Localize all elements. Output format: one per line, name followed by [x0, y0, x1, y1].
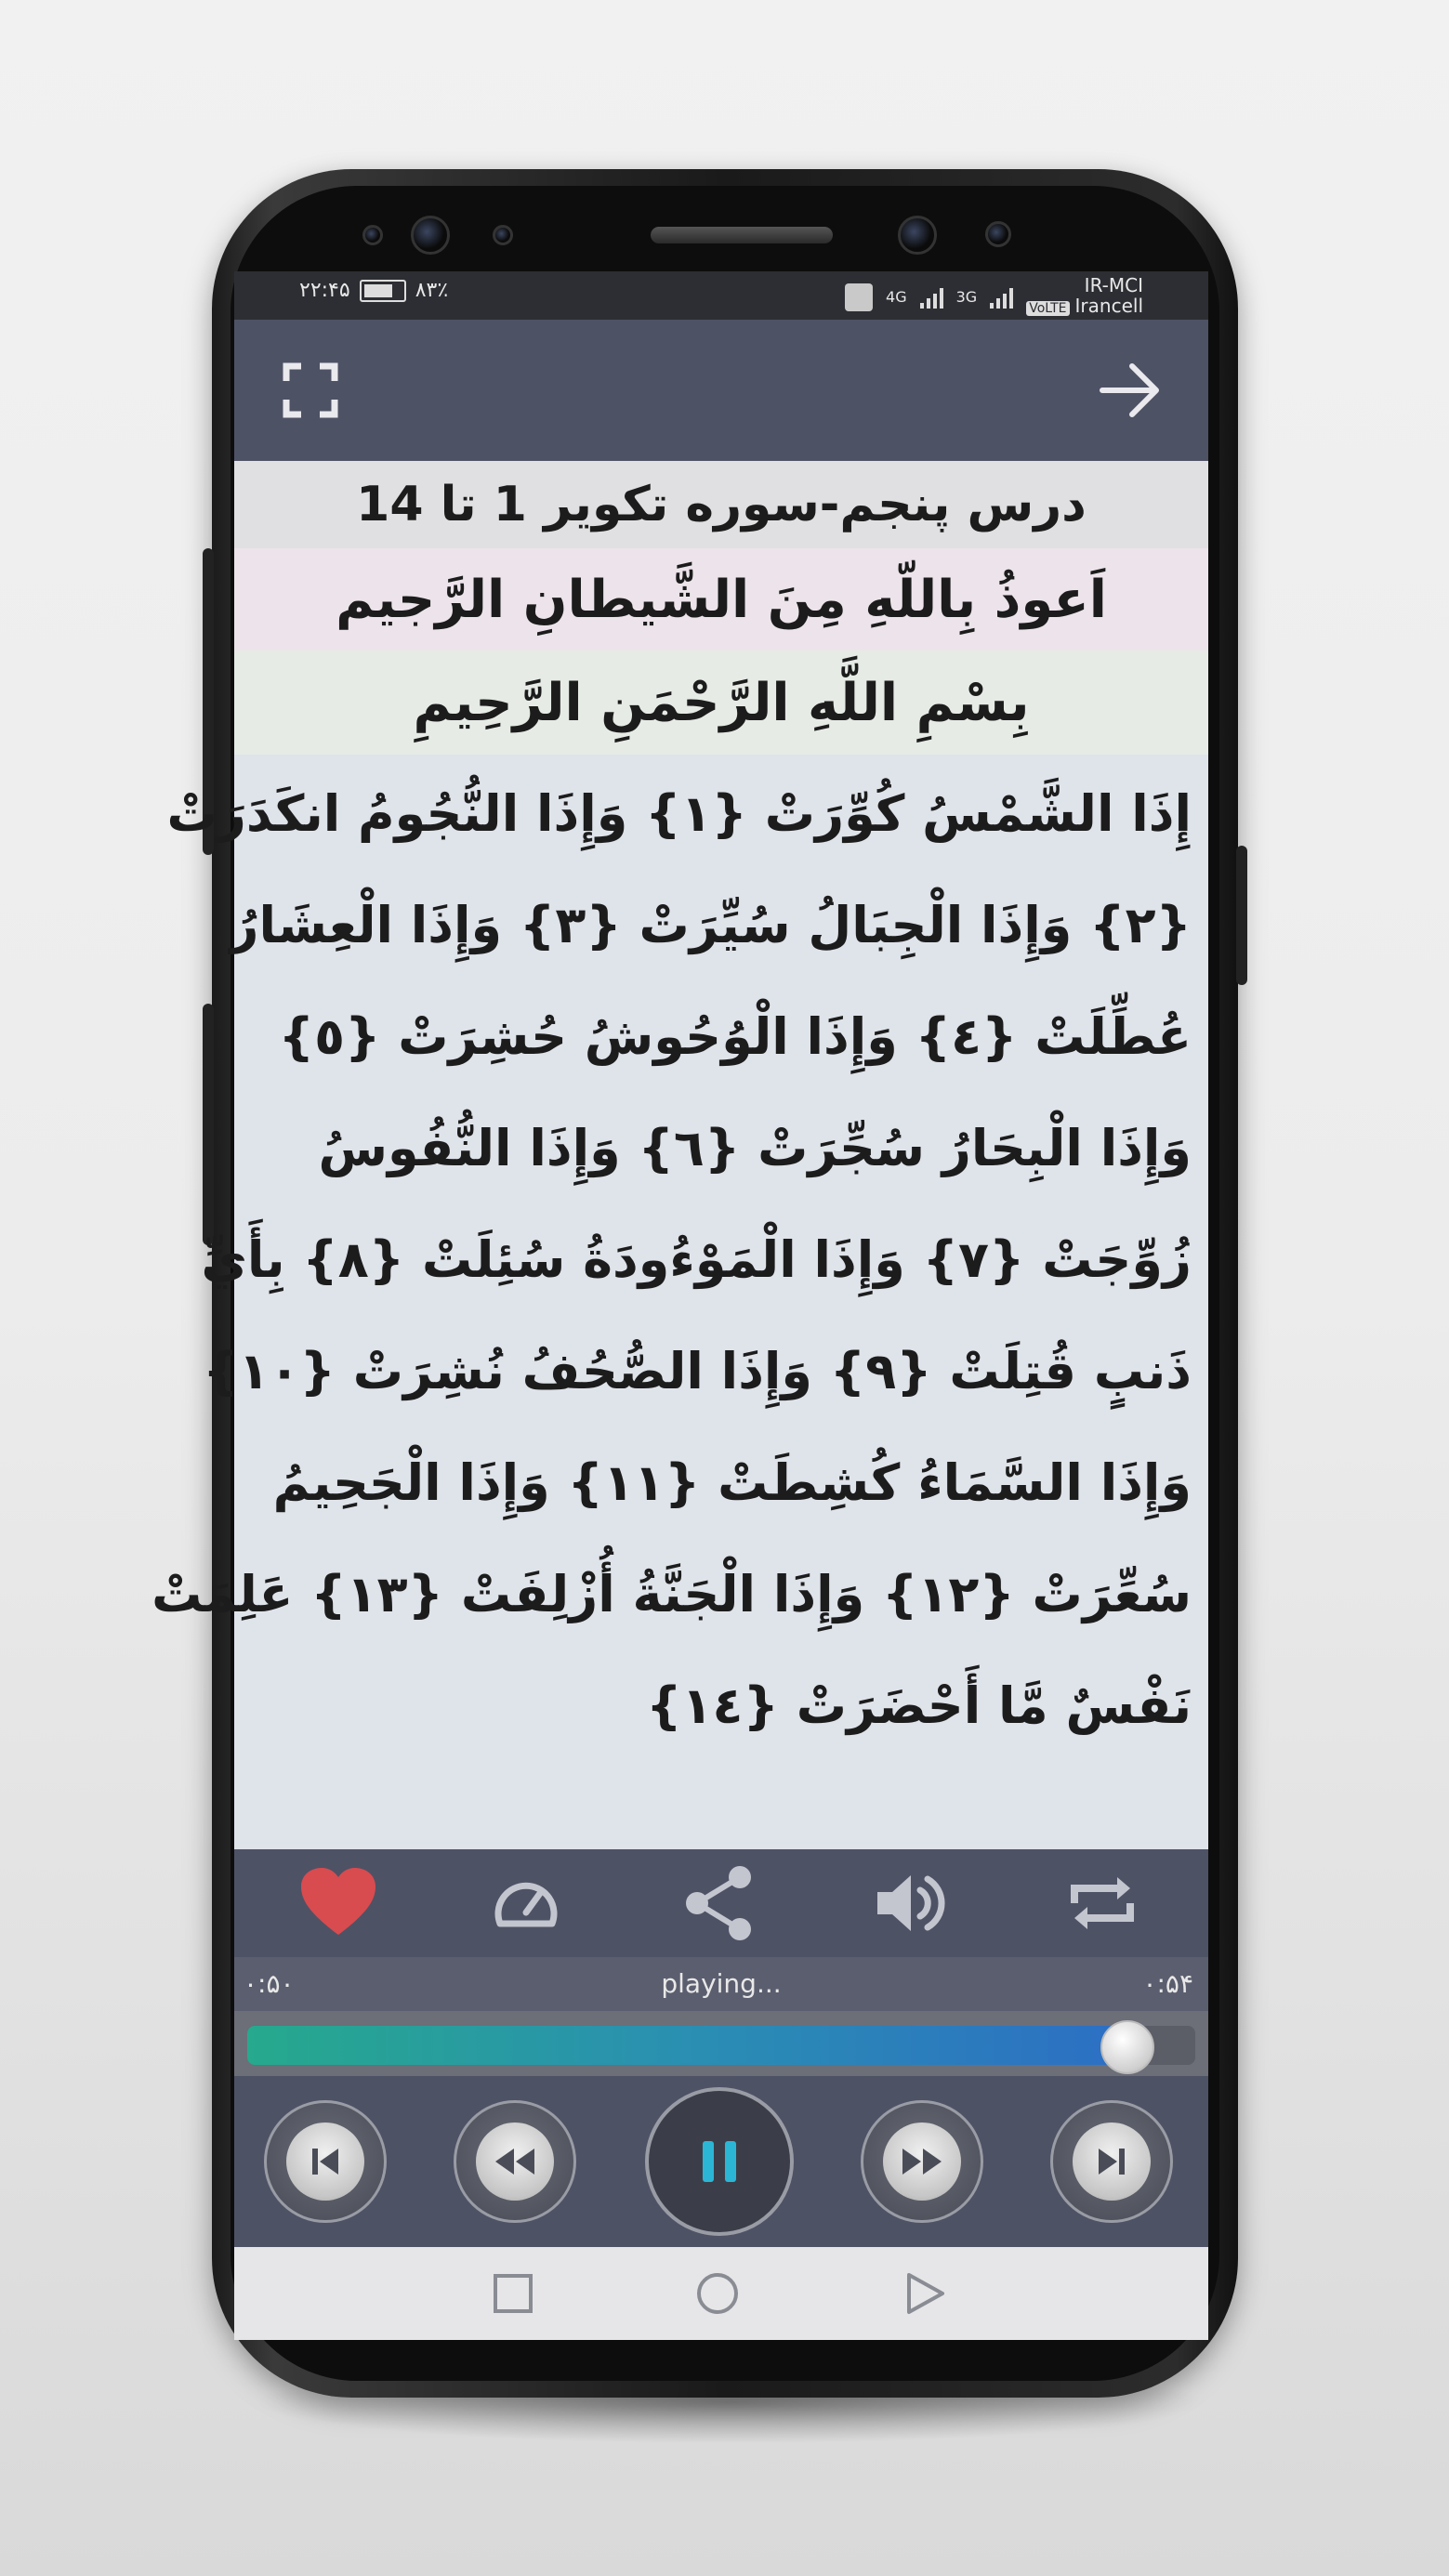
arrow-right-icon: [1099, 361, 1164, 420]
rewind-icon: [494, 2143, 536, 2180]
skip-next-button[interactable]: [1050, 2100, 1173, 2223]
back-triangle-icon: [905, 2271, 946, 2316]
verse-line: سُعِّرَتْ {١٢} وَإِذَا الْجَنَّةُ أُزْلِفَتْ {١٣} عَلِمَتْ: [151, 1565, 1192, 1623]
share-button[interactable]: [682, 1864, 757, 1942]
isti-adha-line: اَعوذُ بِاللّهِ مِنَ الشَّیطانِ الرَّجیم: [234, 548, 1208, 651]
side-button-right: [1236, 846, 1247, 985]
nav-back-button[interactable]: [905, 2271, 946, 2316]
network-4g-label: 4G: [886, 288, 907, 306]
verse-line: ذَنبٍ قُتِلَتْ {٩} وَإِذَا الصُّحُفُ نُشِرَتْ {١٠}: [203, 1342, 1192, 1400]
skip-previous-core: [286, 2123, 364, 2201]
recents-square-icon: [493, 2273, 533, 2314]
rewind-core: [476, 2123, 554, 2201]
volume-button[interactable]: [874, 1868, 944, 1939]
share-icon: [682, 1864, 757, 1942]
basmala-line: بِسْمِ اللَّهِ الرَّحْمَنِ الرَّحِيمِ: [234, 651, 1208, 755]
heart-icon: [299, 1866, 377, 1940]
carrier-2: Irancell: [1074, 295, 1143, 317]
verse-line: زُوِّجَتْ {٧} وَإِذَا الْمَوْءُودَةُ سُئِلَتْ {٨} بِأَيِّ: [201, 1230, 1192, 1289]
transport-controls: [234, 2076, 1208, 2247]
elapsed-time: ۰:۵۰: [244, 1968, 295, 1999]
carrier-1: IR-MCI: [1084, 274, 1143, 296]
progress-info: [234, 1957, 1208, 2011]
volume-icon: [874, 1868, 944, 1939]
skip-next-icon: [1093, 2143, 1130, 2180]
light-sensor-icon: [493, 225, 513, 245]
network-3g-label: 3G: [955, 288, 978, 306]
back-button[interactable]: [1099, 361, 1164, 420]
battery-level: ۸۳٪: [415, 279, 449, 302]
seek-thumb[interactable]: [1100, 2020, 1154, 2074]
speedometer-icon: [491, 1868, 561, 1939]
verse-line: وَإِذَا السَّمَاءُ كُشِطَتْ {١١} وَإِذَا الْجَحِيمُ: [272, 1453, 1192, 1512]
system-nav-bar: [234, 2247, 1208, 2340]
fast-forward-core: [883, 2123, 961, 2201]
status-left: [299, 279, 448, 302]
skip-previous-icon: [307, 2143, 344, 2180]
sensor-icon: [985, 221, 1011, 247]
front-camera-icon: [411, 216, 450, 255]
seek-bar: [234, 2011, 1208, 2076]
app-bar: [234, 320, 1208, 461]
seek-progress-fill: [247, 2026, 1126, 2065]
total-duration: ۰:۵۴: [1142, 1968, 1193, 1999]
proximity-sensor-icon: [362, 225, 383, 245]
playback-status: playing...: [661, 1968, 782, 1999]
carrier-info: [1026, 275, 1143, 319]
carrier-2-row: [1026, 296, 1143, 319]
volte-badge: VoLTE: [1026, 301, 1069, 316]
signal-strength-icon: [920, 286, 943, 309]
controls-bar: [234, 1849, 1208, 1957]
lesson-title: درس پنجم-سوره تکویر 1 تا 14: [234, 461, 1208, 548]
iris-camera-icon: [898, 216, 937, 255]
recents-button[interactable]: [493, 2273, 533, 2314]
home-button[interactable]: [695, 2271, 740, 2316]
home-circle-icon: [695, 2271, 740, 2316]
seek-track[interactable]: [247, 2026, 1195, 2065]
fullscreen-button[interactable]: [283, 362, 338, 418]
earpiece-speaker: [651, 227, 833, 243]
status-right: [845, 275, 1143, 319]
fast-forward-icon: [901, 2143, 943, 2180]
status-time: ۲۲:۴۵: [299, 279, 350, 302]
repeat-button[interactable]: [1065, 1866, 1139, 1940]
speed-button[interactable]: [491, 1868, 561, 1939]
fullscreen-icon: [283, 362, 338, 418]
repeat-icon: [1065, 1866, 1139, 1940]
pause-button[interactable]: [645, 2087, 794, 2236]
app-screen: [151, 271, 1208, 2340]
skip-next-core: [1073, 2123, 1151, 2201]
pause-icon: [692, 2134, 747, 2189]
signal-strength-icon-2: [990, 286, 1013, 309]
battery-icon: [360, 280, 406, 302]
skip-previous-button[interactable]: [264, 2100, 387, 2223]
verse-line: {٢} وَإِذَا الْجِبَالُ سُيِّرَتْ {٣} وَإِذَا الْعِشَارُ: [230, 896, 1192, 954]
fast-forward-button[interactable]: [861, 2100, 983, 2223]
favorite-button[interactable]: [299, 1866, 377, 1940]
verses-text: [151, 758, 1192, 1762]
verse-line: وَإِذَا الْبِحَارُ سُجِّرَتْ {٦} وَإِذَا النُّفُوسُ: [318, 1119, 1192, 1177]
rewind-button[interactable]: [454, 2100, 576, 2223]
status-bar: [234, 271, 1208, 320]
verse-line: نَفْسٌ مَّا أَحْضَرَتْ {١٤}: [646, 1676, 1192, 1735]
notification-app-icon: [845, 283, 873, 311]
verse-line: إِذَا الشَّمْسُ كُوِّرَتْ {١} وَإِذَا النُّجُومُ انكَدَرَتْ: [166, 784, 1192, 843]
verse-line: عُطِّلَتْ {٤} وَإِذَا الْوُحُوشُ حُشِرَتْ {٥}: [278, 1007, 1192, 1066]
